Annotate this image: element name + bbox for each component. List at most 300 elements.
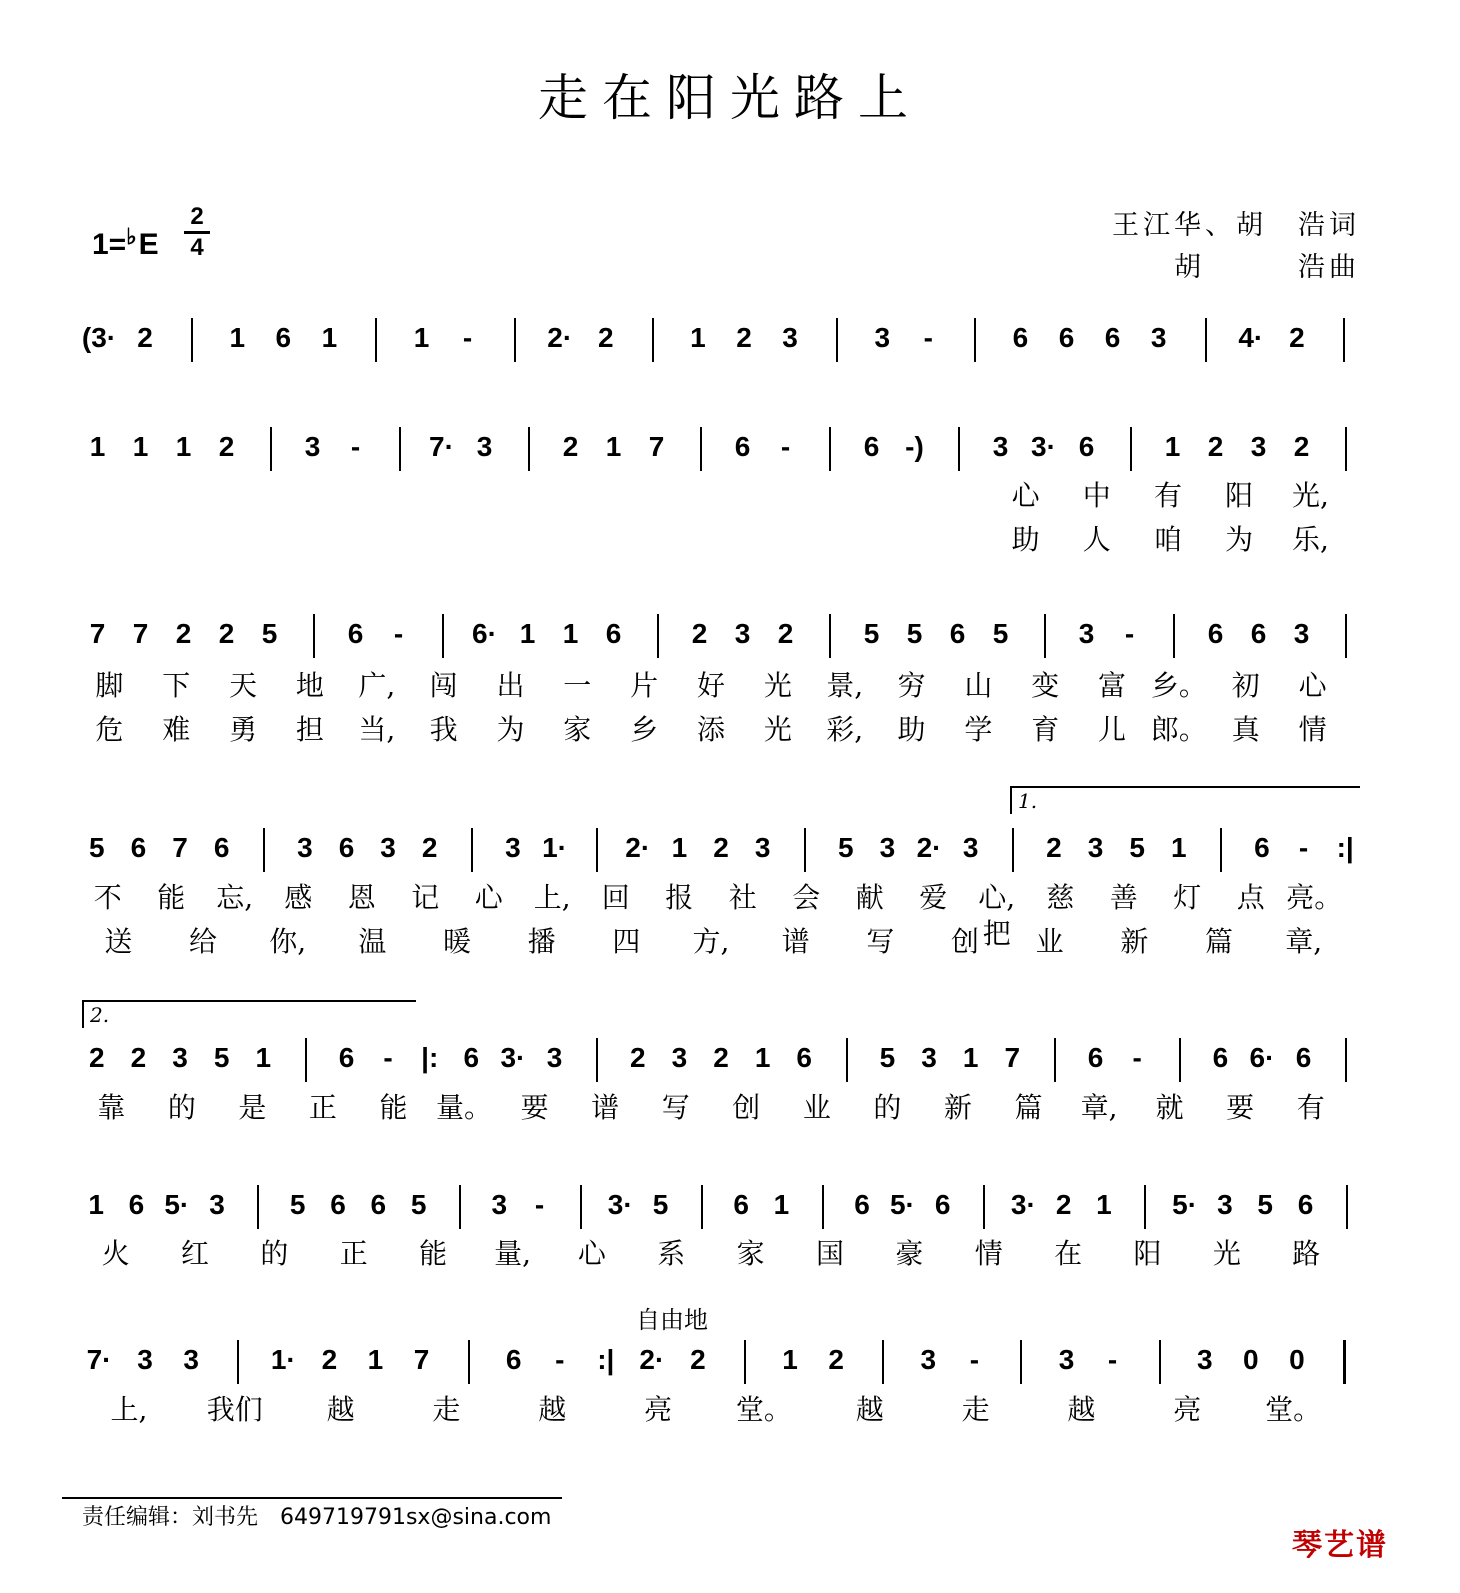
note: - bbox=[393, 618, 404, 649]
note: 3 bbox=[879, 832, 896, 863]
lyric-syllable: 正 bbox=[308, 1091, 337, 1124]
note: 2· bbox=[916, 832, 942, 863]
note: 3 bbox=[380, 832, 396, 863]
note: 3 bbox=[476, 431, 493, 462]
note: 5· bbox=[164, 1189, 190, 1220]
lyric-syllable: 光 bbox=[763, 669, 792, 702]
barline bbox=[700, 427, 702, 471]
note: 1· bbox=[542, 832, 567, 863]
lyric-syllable: 出 bbox=[496, 669, 525, 702]
lyric-syllable: 豪 bbox=[895, 1237, 924, 1270]
note: 6 bbox=[130, 832, 147, 863]
lyric-syllable: 心 bbox=[577, 1237, 606, 1270]
note: - bbox=[923, 322, 933, 353]
note: 5 bbox=[289, 1189, 306, 1220]
lyric-syllable: 真 bbox=[1231, 713, 1260, 746]
lyric-syllable: 危 bbox=[95, 713, 124, 746]
barline bbox=[471, 828, 473, 872]
note: 2 bbox=[777, 618, 794, 649]
note: 3· bbox=[607, 1189, 633, 1220]
note: 2· bbox=[547, 322, 573, 353]
repeat-start-barline: |: bbox=[421, 1042, 439, 1073]
lyric-syllable: 亮 bbox=[1173, 1393, 1202, 1426]
note: 3 bbox=[172, 1042, 188, 1073]
barline bbox=[1054, 1038, 1056, 1082]
note: 3 bbox=[137, 1344, 153, 1375]
lyric-syllable: 写 bbox=[866, 925, 895, 958]
note: 7 bbox=[89, 618, 106, 649]
lyric-syllable: 初 bbox=[1231, 669, 1260, 702]
note: 3 bbox=[546, 1042, 563, 1073]
repeat-end-barline: :| bbox=[597, 1344, 615, 1375]
lyric-syllable: 业 bbox=[802, 1091, 831, 1124]
lyric-syllable: 回 bbox=[601, 881, 630, 914]
time-signature bbox=[184, 205, 210, 260]
lyric-syllable: 方, bbox=[692, 925, 730, 958]
lyric-syllable: 在 bbox=[1054, 1237, 1083, 1270]
lyric-syllable: 地 bbox=[295, 669, 324, 702]
lyric-syllable: 儿 bbox=[1098, 713, 1127, 746]
barline bbox=[652, 318, 654, 362]
note: 1 bbox=[782, 1344, 798, 1375]
note: 3 bbox=[1217, 1189, 1233, 1220]
lyric-syllable: 我 bbox=[429, 713, 458, 746]
volta-bracket: 1. bbox=[1010, 786, 1360, 814]
lyric-syllable: 难 bbox=[162, 713, 191, 746]
note: 1 bbox=[88, 1189, 104, 1220]
lyric-syllable: 系 bbox=[657, 1237, 686, 1270]
barline bbox=[399, 427, 401, 471]
note: 3 bbox=[1196, 1344, 1213, 1375]
note: 2 bbox=[321, 1344, 338, 1375]
note: - bbox=[780, 431, 791, 462]
barline bbox=[191, 318, 193, 362]
note: 7 bbox=[132, 618, 149, 649]
lyric-syllable: 灯 bbox=[1173, 881, 1202, 914]
lyric-syllable: 能 bbox=[379, 1091, 408, 1124]
lyric-syllable: 下 bbox=[162, 669, 191, 702]
lyric-syllable: 的 bbox=[167, 1091, 196, 1124]
lyric-syllable: 谱 bbox=[781, 925, 810, 958]
composer-credit: 胡 浩曲 bbox=[1174, 252, 1360, 283]
note: 2 bbox=[218, 431, 235, 462]
lyric-syllable: 善 bbox=[1109, 881, 1138, 914]
lyric-syllable: 光, bbox=[1291, 479, 1329, 512]
note: 1 bbox=[229, 322, 246, 353]
barline bbox=[822, 1185, 824, 1229]
site-logo: 琴艺谱 bbox=[1292, 1528, 1388, 1563]
lyric-syllable: 不 bbox=[93, 881, 122, 914]
note: 6 bbox=[275, 322, 292, 353]
barline bbox=[836, 318, 838, 362]
lyric-syllable: 慈 bbox=[1046, 881, 1075, 914]
barline bbox=[1205, 318, 1207, 362]
lyric-syllable: 情 bbox=[1298, 713, 1327, 746]
lyric-syllable: 播 bbox=[527, 925, 556, 958]
note: 6 bbox=[505, 1344, 522, 1375]
lyric-syllable: 能 bbox=[157, 881, 186, 914]
note: 6 bbox=[1295, 1042, 1312, 1073]
lyric-syllable: 谱 bbox=[591, 1091, 620, 1124]
barline bbox=[701, 1185, 703, 1229]
lyric-syllable: 火 bbox=[101, 1237, 130, 1270]
lyric-syllable: 社 bbox=[728, 881, 757, 914]
note: 1 bbox=[962, 1042, 979, 1073]
lyric-syllable: 国 bbox=[816, 1237, 845, 1270]
barline bbox=[1020, 1340, 1022, 1384]
note: 6 bbox=[338, 832, 355, 863]
note: 6 bbox=[213, 832, 230, 863]
lyric-syllable: 变 bbox=[1031, 669, 1060, 702]
note: - bbox=[462, 322, 473, 353]
note: 6 bbox=[733, 1189, 749, 1220]
barline bbox=[1345, 614, 1347, 658]
lyric-syllable: 创 bbox=[950, 925, 979, 958]
barline bbox=[657, 614, 659, 658]
note: 1· bbox=[270, 1344, 296, 1375]
final-barline bbox=[1343, 1340, 1346, 1384]
note: 3 bbox=[992, 431, 1009, 462]
note: 6 bbox=[734, 431, 751, 462]
note: 2 bbox=[713, 832, 729, 863]
note: 6 bbox=[934, 1189, 951, 1220]
note: 5· bbox=[889, 1189, 915, 1220]
lyric-syllable: 阳 bbox=[1225, 479, 1254, 512]
note: 2 bbox=[137, 322, 153, 353]
lyric-syllable: 爱 bbox=[919, 881, 948, 914]
lyric-syllable: 添 bbox=[696, 713, 725, 746]
note: 3· bbox=[500, 1042, 526, 1073]
barline bbox=[1220, 828, 1222, 872]
lyric-syllable: 景, bbox=[826, 669, 864, 702]
note: - bbox=[1298, 832, 1309, 863]
note: 0 bbox=[1289, 1344, 1305, 1375]
note: 1 bbox=[1096, 1189, 1112, 1220]
key-prefix: 1= bbox=[92, 228, 127, 261]
barline bbox=[1012, 828, 1014, 872]
lyric-syllable: 越 bbox=[1067, 1393, 1096, 1426]
note: 6 bbox=[128, 1189, 145, 1220]
lyric-syllable: 当, bbox=[358, 713, 396, 746]
barline bbox=[313, 614, 315, 658]
flat-icon: ♭ bbox=[126, 224, 137, 249]
note: 2 bbox=[218, 618, 235, 649]
note: 3 bbox=[921, 1042, 937, 1073]
note: 2 bbox=[1289, 322, 1305, 353]
lyric-syllable: 乡 bbox=[630, 713, 659, 746]
barline bbox=[829, 614, 831, 658]
lyric-syllable: 记 bbox=[411, 881, 440, 914]
lyric-syllable: 人 bbox=[1082, 523, 1111, 556]
note: 3 bbox=[505, 832, 521, 863]
time-top: 2 bbox=[190, 203, 204, 230]
barline bbox=[1130, 427, 1132, 471]
note: 5 bbox=[863, 618, 880, 649]
note: 6· bbox=[472, 618, 497, 649]
song-title: 走在阳光路上 bbox=[538, 69, 922, 127]
note: 2 bbox=[562, 431, 579, 462]
note: 2 bbox=[175, 618, 192, 649]
note: 7 bbox=[1004, 1042, 1021, 1073]
note: 6 bbox=[854, 1189, 870, 1220]
lyric-syllable: 新 bbox=[943, 1091, 972, 1124]
barline bbox=[882, 1340, 884, 1384]
note: 3 bbox=[491, 1189, 508, 1220]
note: 6 bbox=[370, 1189, 387, 1220]
note: 7· bbox=[429, 431, 454, 462]
note: 6 bbox=[1207, 618, 1224, 649]
lyric-syllable: 路 bbox=[1292, 1237, 1321, 1270]
note: 1 bbox=[671, 832, 688, 863]
lyric-syllable: 富 bbox=[1098, 669, 1127, 702]
note: 3 bbox=[1078, 618, 1095, 649]
note: 2 bbox=[690, 1344, 706, 1375]
barline bbox=[983, 1185, 985, 1229]
note: - bbox=[350, 431, 361, 462]
note: 6 bbox=[463, 1042, 480, 1073]
note: 5 bbox=[906, 618, 923, 649]
barline bbox=[270, 427, 272, 471]
lyric-syllable: 要 bbox=[520, 1091, 549, 1124]
lyric-syllable: 量。 bbox=[436, 1091, 493, 1124]
lyric-syllable: 正 bbox=[339, 1237, 368, 1270]
note: 3 bbox=[304, 431, 321, 462]
barline bbox=[263, 828, 265, 872]
barline bbox=[237, 1340, 239, 1384]
lyric-syllable: 要 bbox=[1226, 1091, 1255, 1124]
note: 3 bbox=[671, 1042, 688, 1073]
lyric-syllable: 越 bbox=[326, 1393, 355, 1426]
note: 1 bbox=[519, 618, 536, 649]
note: 6 bbox=[796, 1042, 812, 1073]
lyric-syllable: 量, bbox=[494, 1237, 532, 1270]
lyric-syllable: 穷 bbox=[897, 669, 926, 702]
note: 3 bbox=[1087, 832, 1104, 863]
note: 6 bbox=[1104, 322, 1121, 353]
note: 2 bbox=[828, 1344, 844, 1375]
note: 3 bbox=[209, 1189, 225, 1220]
note: 3 bbox=[962, 832, 979, 863]
barline bbox=[846, 1038, 848, 1082]
lyric-syllable: 写 bbox=[661, 1091, 690, 1124]
score-row bbox=[0, 1340, 1460, 1400]
key-signature bbox=[92, 215, 159, 267]
note: 3 bbox=[1250, 431, 1267, 462]
lyric-syllable: 暖 bbox=[442, 925, 471, 958]
note: 3 bbox=[754, 832, 771, 863]
note: 2 bbox=[421, 832, 438, 863]
note: -) bbox=[905, 431, 924, 462]
lyric-syllable: 家 bbox=[563, 713, 592, 746]
note: 6 bbox=[1087, 1042, 1104, 1073]
lyric-syllable: 篇 bbox=[1204, 925, 1233, 958]
note: 3 bbox=[1293, 618, 1310, 649]
note: 6· bbox=[1249, 1042, 1275, 1073]
note: 2· bbox=[639, 1344, 665, 1375]
note: 1 bbox=[1170, 832, 1187, 863]
barline bbox=[257, 1185, 259, 1229]
barline bbox=[1345, 1038, 1347, 1082]
lyric-syllable: 育 bbox=[1031, 713, 1060, 746]
lyric-syllable: 一 bbox=[563, 669, 592, 702]
note: 7 bbox=[413, 1344, 430, 1375]
note: 2 bbox=[1207, 431, 1224, 462]
key-note: E bbox=[138, 228, 159, 261]
lyric-syllable: 郎。 bbox=[1150, 713, 1207, 746]
note: 5· bbox=[1172, 1189, 1198, 1220]
barline bbox=[305, 1038, 307, 1082]
note: 7 bbox=[172, 832, 188, 863]
barline bbox=[958, 427, 960, 471]
note: 6 bbox=[1212, 1042, 1229, 1073]
note: 5 bbox=[879, 1042, 896, 1073]
note: 1 bbox=[773, 1189, 790, 1220]
note: 3 bbox=[874, 322, 891, 353]
barline bbox=[596, 1038, 598, 1082]
lyricist-credit: 王江华、胡 浩词 bbox=[1112, 210, 1360, 241]
note: 6 bbox=[1012, 322, 1029, 353]
lyric-syllable: 红 bbox=[181, 1237, 210, 1270]
note: 3 bbox=[183, 1344, 199, 1375]
lyric-syllable: 温 bbox=[358, 925, 387, 958]
note: 2 bbox=[736, 322, 752, 353]
lyric-syllable: 助 bbox=[897, 713, 926, 746]
note: 3 bbox=[782, 322, 798, 353]
lyric-syllable: 乐, bbox=[1291, 523, 1329, 556]
note: 6 bbox=[949, 618, 966, 649]
note: 6 bbox=[1058, 322, 1075, 353]
barline bbox=[580, 1185, 582, 1229]
note: 6 bbox=[863, 431, 880, 462]
barline bbox=[1179, 1038, 1181, 1082]
lyric-syllable: 送 bbox=[104, 925, 133, 958]
note: 1 bbox=[413, 322, 430, 353]
note: 2 bbox=[1293, 431, 1310, 462]
note: 2 bbox=[1046, 832, 1062, 863]
barline bbox=[442, 614, 444, 658]
lyric-syllable: 走 bbox=[961, 1393, 990, 1426]
lyric-syllable: 脚 bbox=[95, 669, 124, 702]
note: 2 bbox=[1055, 1189, 1072, 1220]
lyric-syllable: 越 bbox=[538, 1393, 567, 1426]
score-row bbox=[0, 828, 1460, 888]
footer-divider bbox=[62, 1497, 562, 1499]
lyric-syllable: 忘, bbox=[216, 881, 254, 914]
lyric-syllable: 感 bbox=[284, 881, 313, 914]
lyric-syllable: 的 bbox=[873, 1091, 902, 1124]
note: 5 bbox=[213, 1042, 230, 1073]
lyric-syllable: 就 bbox=[1155, 1091, 1184, 1124]
lyric-syllable: 业 bbox=[1035, 925, 1064, 958]
lyric-syllable: 报 bbox=[665, 881, 694, 914]
barline bbox=[1343, 318, 1345, 362]
lyric-syllable: 广, bbox=[358, 669, 396, 702]
note: 1 bbox=[690, 322, 706, 353]
lyric-syllable: 心 bbox=[1011, 479, 1040, 512]
note: 3 bbox=[920, 1344, 937, 1375]
barline bbox=[375, 318, 377, 362]
note: 3· bbox=[1031, 431, 1056, 462]
note: 6 bbox=[1297, 1189, 1314, 1220]
barline bbox=[514, 318, 516, 362]
lyric-syllable: 心 bbox=[474, 881, 503, 914]
barline bbox=[1345, 427, 1347, 471]
lyric-syllable: 亮 bbox=[644, 1393, 673, 1426]
lyric-syllable: 堂。 bbox=[735, 1393, 792, 1426]
note: - bbox=[969, 1344, 980, 1375]
note: 2 bbox=[89, 1042, 105, 1073]
barline bbox=[744, 1340, 746, 1384]
note: 4· bbox=[1238, 322, 1264, 353]
note: 1 bbox=[367, 1344, 384, 1375]
note: 1 bbox=[132, 431, 149, 462]
lyric-syllable: 走 bbox=[432, 1393, 461, 1426]
note: 7· bbox=[86, 1344, 112, 1375]
note: 3 bbox=[297, 832, 313, 863]
note: 6 bbox=[605, 618, 622, 649]
lyric-syllable: 助 bbox=[1011, 523, 1040, 556]
note: 2 bbox=[691, 618, 708, 649]
lyric-syllable: 恩 bbox=[347, 881, 376, 914]
note: 6 bbox=[338, 1042, 355, 1073]
lyric-syllable: 章, bbox=[1285, 925, 1323, 958]
barline bbox=[1346, 1185, 1348, 1229]
barline bbox=[1044, 614, 1046, 658]
note: 1 bbox=[321, 322, 338, 353]
note: 5 bbox=[652, 1189, 669, 1220]
note: - bbox=[555, 1344, 565, 1375]
barline bbox=[974, 318, 976, 362]
lyric-syllable: 越 bbox=[855, 1393, 884, 1426]
note: 5 bbox=[261, 618, 278, 649]
lyric-syllable: 学 bbox=[964, 713, 993, 746]
note: 1 bbox=[605, 431, 622, 462]
note: - bbox=[383, 1042, 393, 1073]
note: 2· bbox=[625, 832, 651, 863]
lyric-syllable: 闯 bbox=[429, 669, 458, 702]
lyric-syllable: 章, bbox=[1080, 1091, 1118, 1124]
note: 5 bbox=[992, 618, 1009, 649]
barline bbox=[596, 828, 598, 872]
barline bbox=[468, 1340, 470, 1384]
lyric-syllable: 是 bbox=[238, 1091, 267, 1124]
score-row bbox=[0, 614, 1460, 674]
note: (3· bbox=[81, 322, 117, 353]
lyric-syllable: 有 bbox=[1296, 1091, 1325, 1124]
note: 5 bbox=[1129, 832, 1145, 863]
lyric-syllable: 靠 bbox=[97, 1091, 126, 1124]
barline bbox=[829, 427, 831, 471]
lyric-syllable: 为 bbox=[1225, 523, 1254, 556]
note: 1 bbox=[754, 1042, 771, 1073]
lyric-syllable: 四 bbox=[612, 925, 641, 958]
lyric-syllable: 山 bbox=[964, 669, 993, 702]
note: 3 bbox=[734, 618, 751, 649]
barline bbox=[528, 427, 530, 471]
lyric-syllable: 勇 bbox=[229, 713, 258, 746]
lyric-syllable: 光 bbox=[1212, 1237, 1241, 1270]
note: 2 bbox=[130, 1042, 147, 1073]
tempo-expression: 自由地 bbox=[636, 1306, 708, 1334]
lyric-syllable: 我们 bbox=[206, 1393, 263, 1426]
note: 5 bbox=[838, 832, 854, 863]
lyric-syllable: 有 bbox=[1153, 479, 1182, 512]
lyric-syllable: 片 bbox=[630, 669, 659, 702]
volta-bracket: 2. bbox=[82, 1000, 416, 1028]
note: 3 bbox=[1058, 1344, 1075, 1375]
lyric-syllable: 给 bbox=[188, 925, 217, 958]
note: 6 bbox=[347, 618, 364, 649]
